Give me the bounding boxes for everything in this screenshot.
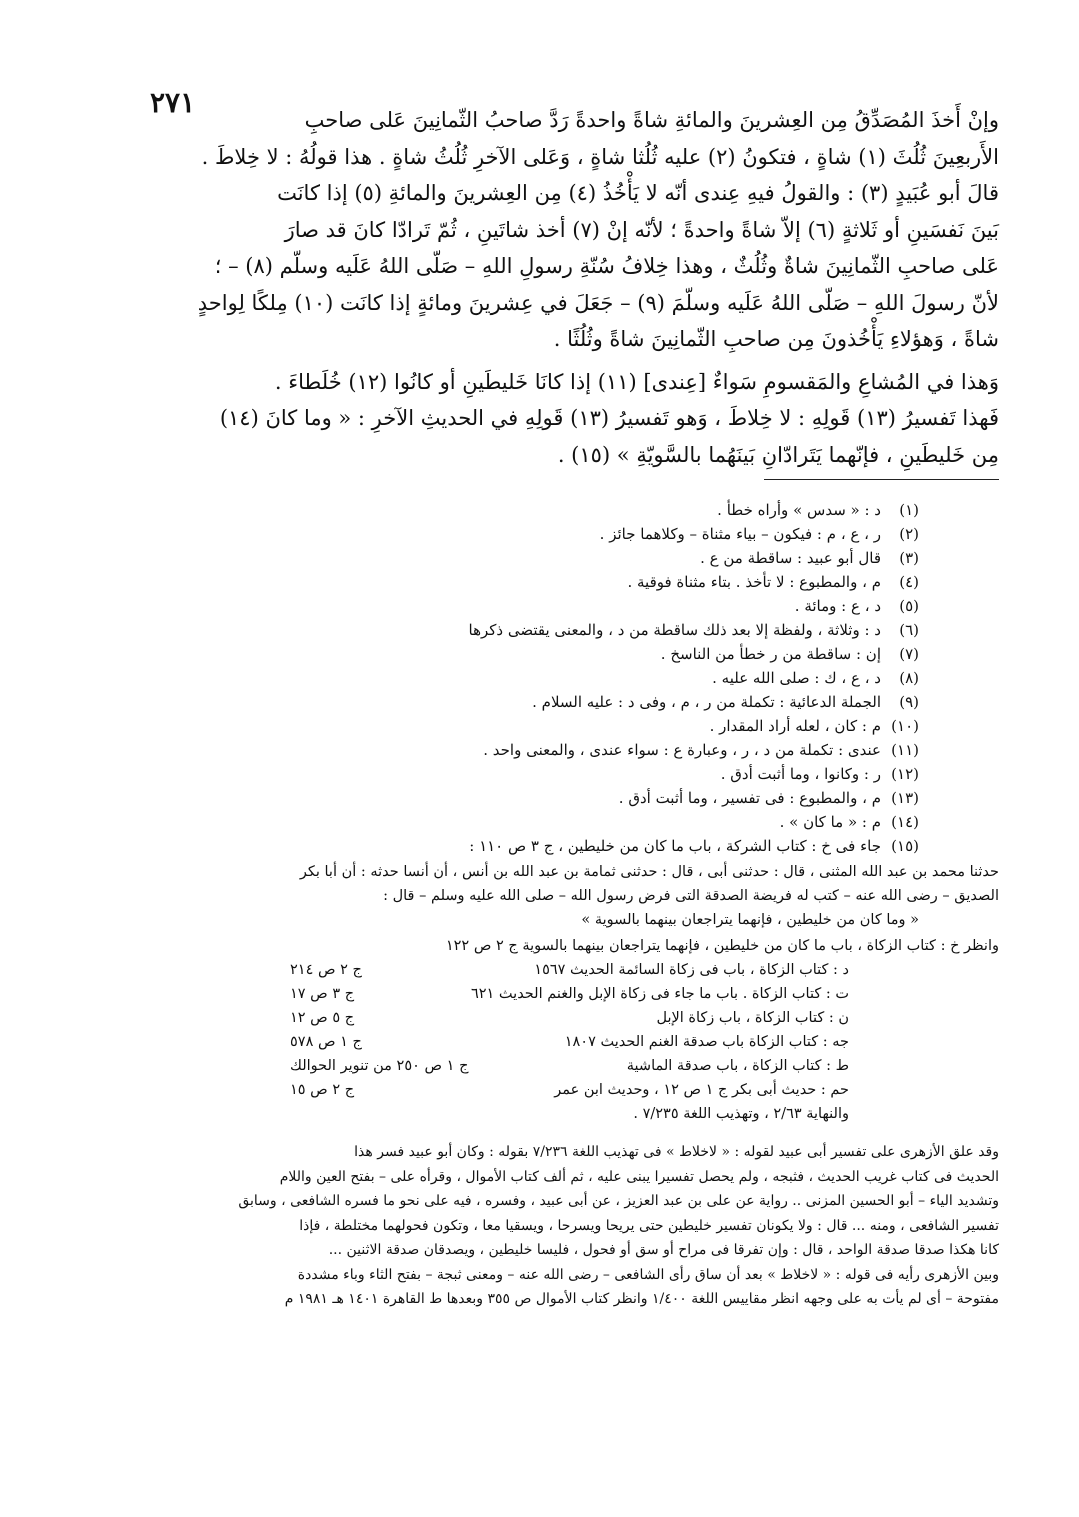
main-text-line: لأنّ رسولَ اللهِ – صَلّى اللهُ عَلَيه وسلّمَ (٩) – جَعَلَ في عِشرينَ ومائةٍ إذا كانَت (١٠) مِلكًا لِواحدٍ xyxy=(197,290,999,315)
footnote xyxy=(110,834,919,858)
source-text: ن : كتاب الزكاة ، باب زكاة الإبل xyxy=(656,1010,849,1026)
footnote-number: (٢) xyxy=(899,525,919,543)
source-row xyxy=(110,958,999,982)
commentary-line: كانا هكذا صدقا صدقة الواحد ، قال : وإن تفرقا فى مراح أو سق أو فحول ، فليسا خليطين ، ويصدقان صدقة الاثنين ... xyxy=(328,1242,999,1258)
source-ref: ج ٥ ص ١٢ xyxy=(290,1010,355,1026)
main-text-line: الأَربعِينَ ثُلُثَ (١) شاةٍ ، فتكونُ (٢) عليه ثُلُثا شاةٍ ، وَعَلى الآخرِ ثُلُثُ شاةٍ . هذا قولُهُ : لا خِلاطَ . xyxy=(201,144,999,169)
source-text: د : كتاب الزكاة ، باب فى زكاة السائمة الحديث ١٥٦٧ xyxy=(534,962,849,978)
source-row xyxy=(110,982,999,1006)
footnote xyxy=(110,738,919,762)
hadith-line: « وما كان من خليطين ، فإنهما يتراجعان بينهما بالسوية » xyxy=(581,912,919,928)
footnote-number: (١٣) xyxy=(891,789,919,807)
main-text-line: وإنْ أَخذَ المُصَدِّقُ مِن العِشرينَ والمائةِ شاةً واحدةً رَدَّ صاحبُ الثّمانِينَ عَلى صاحبِ xyxy=(304,108,999,132)
source-text: ت : كتاب الزكاة . باب ما جاء فى زكاة الإبل والغنم الحديث ٦٢١ xyxy=(470,986,849,1002)
commentary-line: مفتوحة – أى لم يأت به على وجهه انظر مقاييس اللغة ١/٤٠٠ وانظر كتاب الأموال ص ٣٥٥ وبعدها ط القاهرة ١٤٠١ هـ ١٩٨١ م xyxy=(284,1291,999,1307)
footnote-number: (١٢) xyxy=(891,765,919,783)
footnote-text: إن : ساقطة من ر خطأ من الناسخ . xyxy=(660,645,881,663)
sources-list xyxy=(110,958,999,1126)
source-text: والنهاية ٢/٦٣ ، وتهذيب اللغة ٧/٢٣٥ . xyxy=(633,1106,849,1122)
footnote-text: م ، والمطبوع : لا تأخذ . بتاء مثناة فوقية . xyxy=(627,573,881,591)
footnote-number: (٧) xyxy=(899,645,919,663)
footnote-text: د : « سدس » وأراه خطأ . xyxy=(717,501,881,519)
footnote xyxy=(110,786,919,810)
footnote-text: م : « ما كان » . xyxy=(779,813,881,831)
footnote-text: د ، ع ، ك : صلى الله عليه . xyxy=(712,669,881,687)
source-ref: ج ١ ص ٥٧٨ xyxy=(290,1034,362,1050)
footnote-number: (١٥) xyxy=(891,837,919,855)
main-text-line: مِن خَليطَينِ ، فإنّهما يَتَرادّانِ بَينَهُما بالسَّويّةِ » (١٥) . xyxy=(557,442,999,467)
footnote xyxy=(110,546,919,570)
footnote xyxy=(110,570,919,594)
source-row xyxy=(110,1078,999,1102)
footnote xyxy=(110,594,919,618)
footnote-number: (٦) xyxy=(899,621,919,639)
main-text-line: شاةً ، وَهؤلاءِ يَأْخُذونَ مِن صاحبِ الثّمانِينَ شاةً وثُلُثًا . xyxy=(553,327,999,351)
commentary-line: تفسير الشافعى ، ومنه ... قال : ولا يكونان تفسير خليطين حتى يريحا ويسرحا ، ويسقيا معا ، وتكون فحولهما مختلطة ، فإذا xyxy=(299,1217,999,1234)
footnote-number: (١١) xyxy=(891,741,919,759)
footnote-number: (٨) xyxy=(899,669,919,687)
source-ref: ج ٣ ص ١٧ xyxy=(290,986,355,1002)
commentary-line: وتشديد الياء – أبو الحسين المزنى .. رواية عن على بن عبد العزيز ، عن أبى عبيد ، وفسره ، فيه على نحو ما فسره الشافعى ، وسابق xyxy=(238,1193,999,1209)
footnote-text: م : كان ، لعله أراد المقدار . xyxy=(709,717,881,735)
footnote-text: قال أبو عبيد : ساقطة من ع . xyxy=(700,549,881,567)
hadith-text xyxy=(110,860,999,932)
footnote xyxy=(110,642,919,666)
footnote-text: عندى : تكملة من د ، ر ، وعبارة ع : سواء عندى ، والمعنى واحد . xyxy=(483,741,881,759)
azhari-commentary xyxy=(110,1140,999,1312)
source-text: جه : كتاب الزكاة باب صدقة الغنم الحديث ١٨٠٧ xyxy=(564,1034,849,1050)
main-text-line: فَهذا تَفسيرُ (١٣) قَولِهِ : لا خِلاطَ ، وَهو تَفسيرُ (١٣) قَولِهِ في الحديثِ الآخرِ : « وما كانَ (١٤) xyxy=(219,406,999,430)
source-text: ط : كتاب الزكاة ، باب صدقة الماشية xyxy=(626,1058,849,1074)
footnote-text: الجملة الدعائية : تكملة من ر ، م ، وفى د : عليه السلام . xyxy=(532,693,881,711)
main-text-line: عَلى صاحبِ الثّمانِينَ شاةٌ وثُلُثٌ ، وهذا خِلافُ سُنّةِ رسولِ اللهِ – صَلّى اللهُ عَلَيه وسلّم (٨) – ؛ xyxy=(214,254,999,278)
footnote xyxy=(110,498,919,522)
footnote-text: ر : وكانوا ، وما أثبت أدق . xyxy=(720,765,881,783)
commentary-line: وقد علق الأزهرى على تفسير أبى عبيد لقوله : « لاخلاط » فى تهذيب اللغة ٧/٢٣٦ بقوله : وكان أبو عبيد فسر هذا xyxy=(354,1144,999,1160)
footnote xyxy=(110,690,919,714)
footnote-number: (١٠) xyxy=(891,717,919,735)
commentary-line: الحديث فى كتاب غريب الحديث ، فثبجه ، ولم يحصل تفسيرا يبنى عليه ، ثم ألف كتاب الأموال ، وقرأه على – بفتح العين واللام xyxy=(279,1168,999,1185)
source-ref: ج ٢ ص ٢١٤ xyxy=(290,962,362,978)
footnote-number: (٥) xyxy=(899,597,919,615)
source-ref: ج ١ ص ٢٥٠ من تنوير الحوالك xyxy=(290,1058,469,1074)
footnote-separator xyxy=(764,479,999,480)
footnote-number: (٤) xyxy=(899,573,919,591)
footnote-text: جاء فى خ : كتاب الشركة ، باب ما كان من خليطين ، ج ٣ ص ١١٠ : xyxy=(469,837,881,855)
main-text-line: بَينَ نَفسَينِ أو ثَلاثةٍ (٦) إلاّ شاةً واحدةً ؛ لأنّه إنْ (٧) أخذ شاتَينِ ، ثُمّ تَرادّا كانَ قد صارَ xyxy=(284,217,999,242)
footnote-text: م ، والمطبوع : فى تفسير ، وما أثبت أدق . xyxy=(618,789,881,807)
footnote-text: ر ، ع ، م : فيكون – بياء مثناة – وكلاهما جائز . xyxy=(599,525,881,543)
source-ref: ج ٢ ص ١٥ xyxy=(290,1082,355,1098)
footnote-number: (١٤) xyxy=(891,813,919,831)
source-text: حم : حديث أبى بكر ج ١ ص ١٢ ، وحديث ابن عمر xyxy=(554,1082,849,1098)
footnote xyxy=(110,666,919,690)
footnote-number: (٣) xyxy=(899,549,919,567)
footnote xyxy=(110,618,919,642)
hadith-line: حدثنا محمد بن عبد الله المثنى ، قال : حدثنى أبى ، قال : حدثنى ثمامة بن عبد الله بن أنس ، أن أنسا حدثه : أن أبا بكر xyxy=(299,864,999,880)
hadith-line: الصديق – رضى الله عنه – كتب له فريضة الصدقة التى فرض رسول الله – صلى الله عليه وسلم – قال : xyxy=(383,888,999,904)
sources-block xyxy=(110,934,999,958)
source-row xyxy=(110,1102,999,1126)
page-number: ٢٧١ xyxy=(150,86,196,119)
footnote-text: د : وثلاثة ، ولفظة إلا بعد ذلك ساقطة من د ، والمعنى يقتضى ذكرها xyxy=(468,621,881,639)
source-row xyxy=(110,1054,999,1078)
main-text-line: قالَ أبو عُبَيدٍ (٣) : والقولُ فيهِ عِندى أنّه لا يَأْخُذُ (٤) مِن العِشرينَ والمائةِ (٥) إذا كانَت xyxy=(277,181,999,205)
footnote xyxy=(110,810,919,834)
footnote-text: د ، ع : ومائة . xyxy=(794,597,881,615)
main-text-line: وَهذا في المُشاعِ والمَقسومِ سَواءٌ [عِندى] (١١) إذا كانَا خَليطَينِ أو كانُوا (١٢) خُلَطاءَ . xyxy=(274,369,999,394)
sources-intro: وانظر خ : كتاب الزكاة ، باب ما كان من خليطين ، فإنهما يتراجعان بينهما بالسوية ج ٢ ص ١٢٢ xyxy=(445,938,999,954)
main-text xyxy=(110,102,999,473)
footnotes xyxy=(110,498,999,858)
footnote xyxy=(110,714,919,738)
footnote-number: (١) xyxy=(899,501,919,519)
commentary-line: وبين الأزهرى رأيه فى قوله : « لاخلاط » بعد أن ساق رأى الشافعى – رضى الله عنه – ومعنى ثبجة – بفتح الثاء وباء مشددة xyxy=(297,1266,999,1283)
footnote-number: (٩) xyxy=(899,693,919,711)
source-row xyxy=(110,1006,999,1030)
footnote xyxy=(110,762,919,786)
source-row xyxy=(110,1030,999,1054)
footnote xyxy=(110,522,919,546)
